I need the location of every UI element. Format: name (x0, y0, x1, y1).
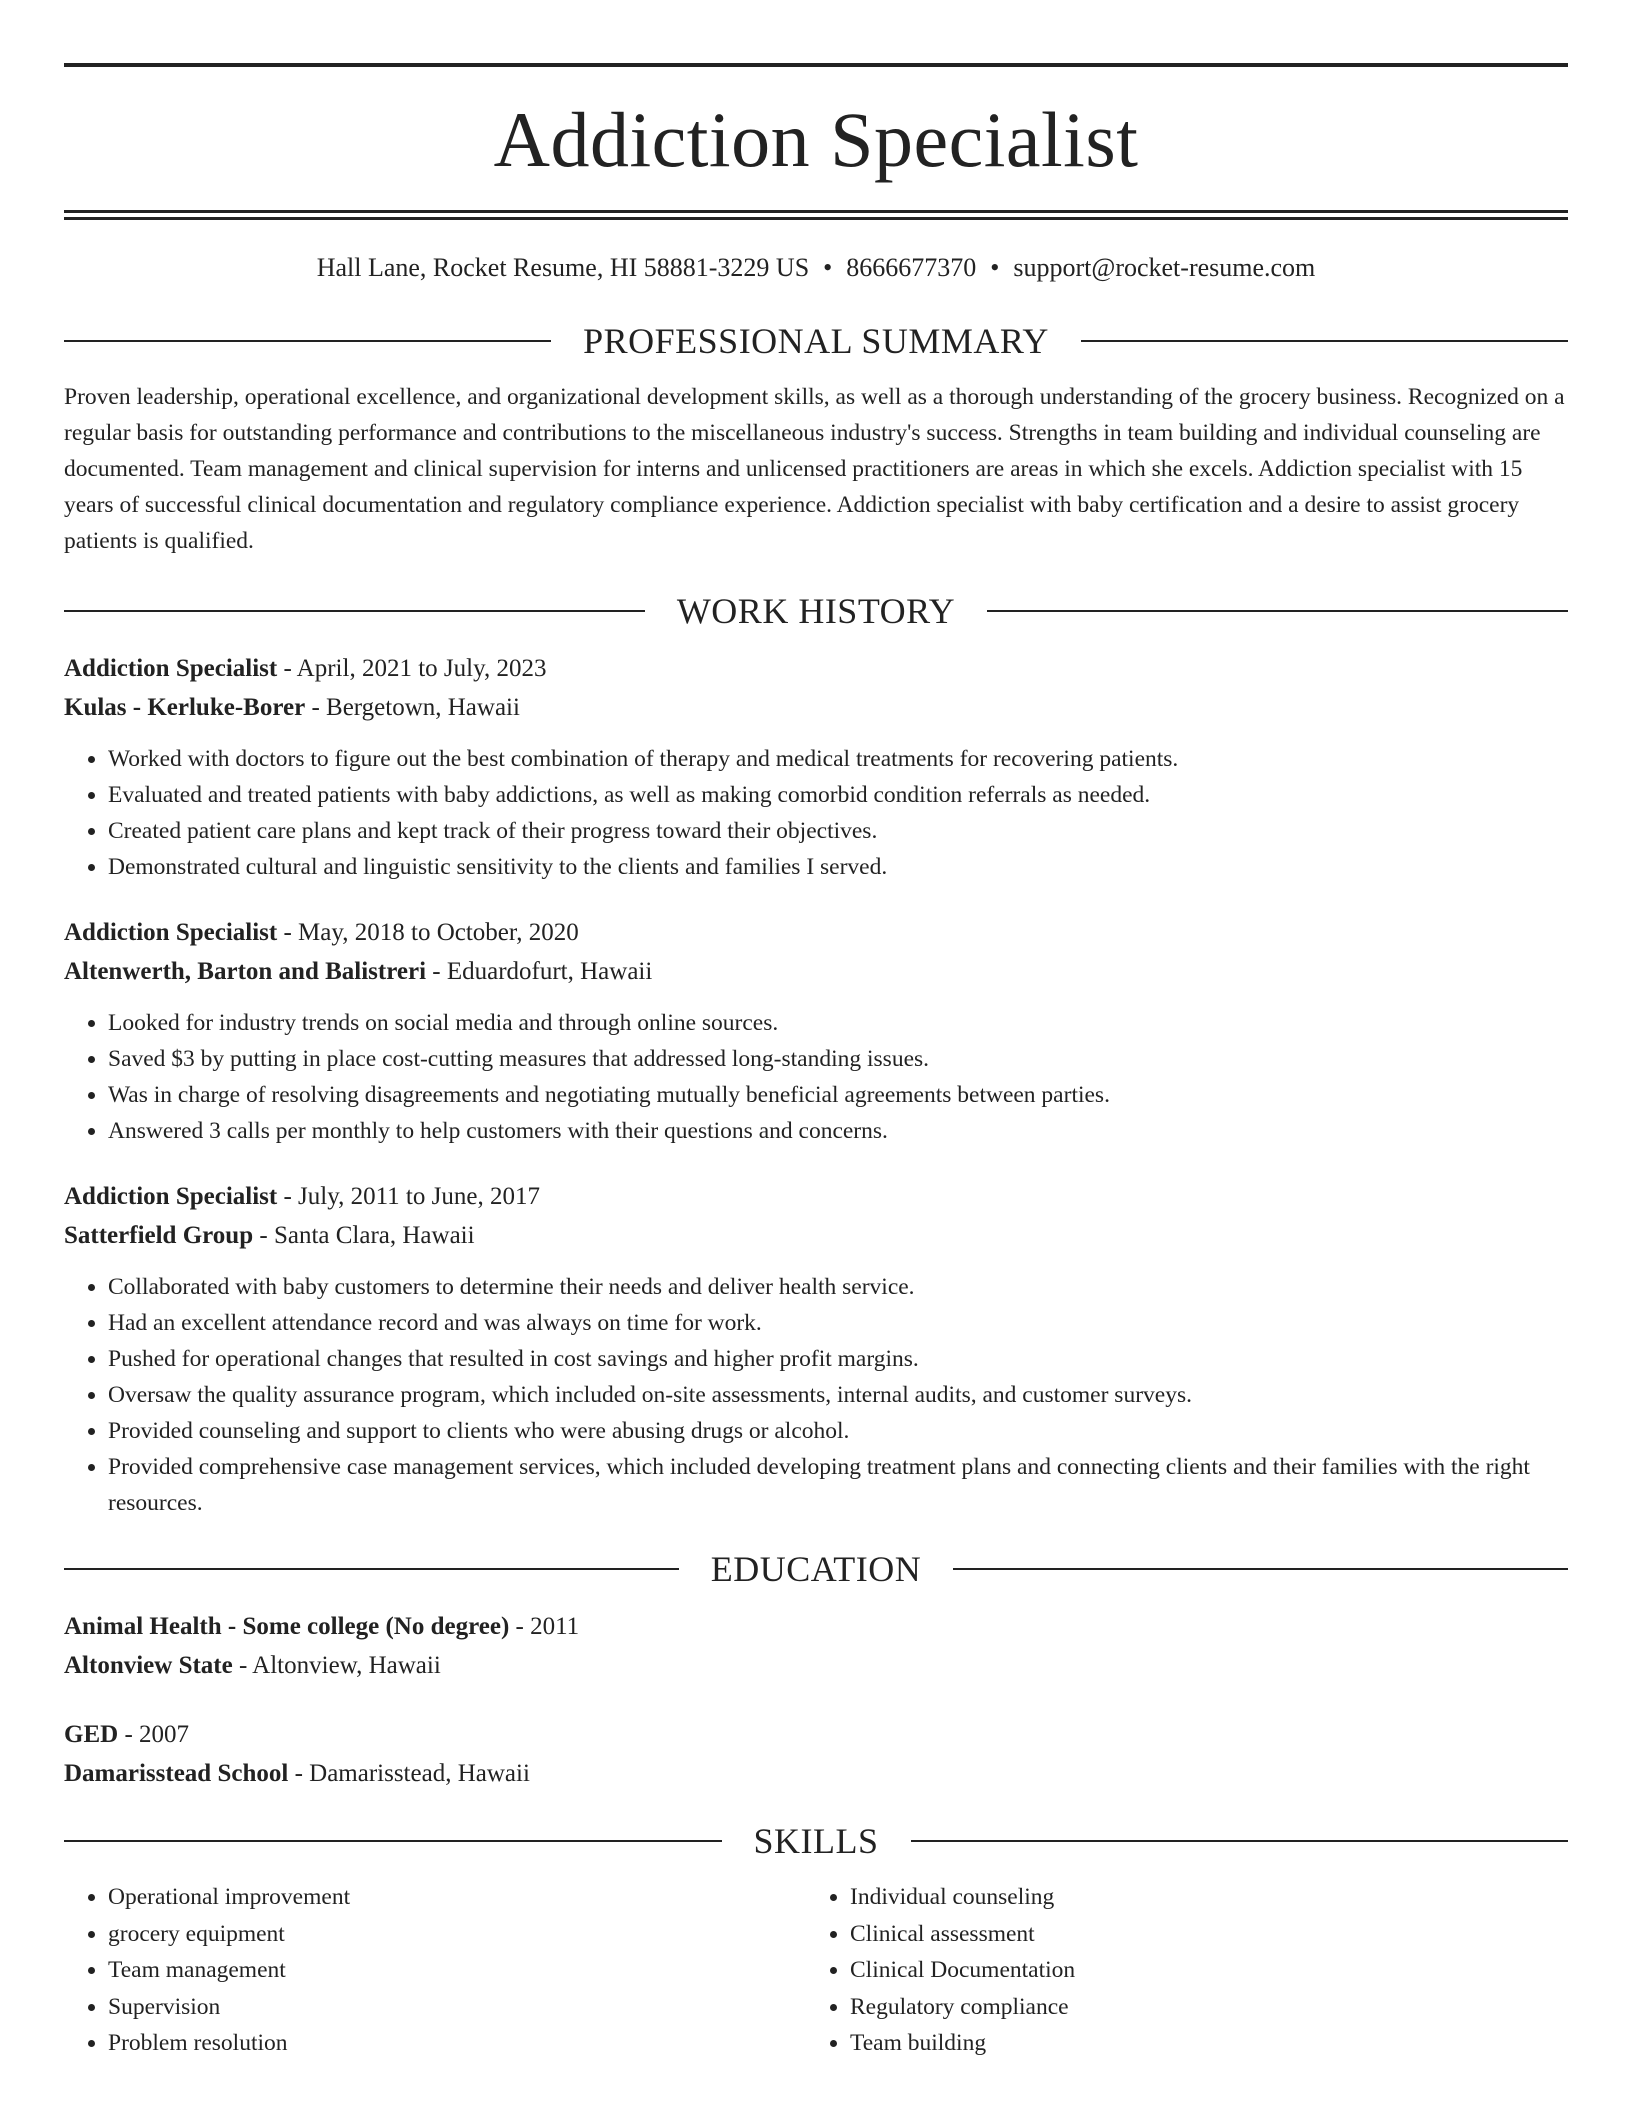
education-degree-line (64, 1715, 1568, 1754)
divider-line (953, 1568, 1568, 1570)
list-item: • Had an excellent attendance record and was always on time for work. (108, 1305, 1568, 1341)
education-degree: Animal Health - Some college (No degree) (64, 1613, 510, 1640)
section-header-skills (64, 1823, 1568, 1859)
contact-phone[interactable]: 8666677370 (846, 253, 977, 282)
job-company: Altenwerth, Barton and Balistreri (64, 958, 427, 985)
job-title-line (64, 1177, 1568, 1216)
skill-item: • Team building (850, 2025, 1548, 2062)
skill-item: • Team management (108, 1952, 806, 1989)
education-location: - Damarisstead, Hawaii (288, 1760, 530, 1787)
contact-address: Hall Lane, Rocket Resume, HI 58881-3229 US (316, 253, 810, 282)
skills-columns (64, 1879, 1568, 2062)
summary-text: Proven leadership, operational excellence, and organizational development skills, as well as a thorough understanding of the grocery business. Recognized on a regular basis for outstanding performance and contributions to the miscellaneous industry's success. Strengths in team building and individual counseling are documented. Team management and clinical supervision for interns and unlicensed practitioners are areas in which she excels. Addiction specialist with 15 years of successful clinical documentation and regulatory compliance experience. Addiction specialist with baby certification and a desire to assist grocery patients is qualified. (64, 384, 1565, 554)
education-year: - 2011 (509, 1613, 580, 1640)
job-title-line (64, 649, 1568, 688)
list-item: • Created patient care plans and kept track of their progress toward their objectives. (108, 813, 1568, 849)
list-item: • Answered 3 calls per monthly to help customers with their questions and concerns. (108, 1113, 1568, 1149)
section-header-education (64, 1551, 1568, 1587)
divider-line (64, 340, 551, 342)
education-location: - Altonview, Hawaii (232, 1652, 441, 1679)
skills-list-right (806, 1879, 1548, 2062)
job-entry (64, 1177, 1568, 1521)
education-school: Altonview State (64, 1652, 233, 1679)
job-bullets (64, 741, 1568, 885)
section-title: PROFESSIONAL SUMMARY (583, 321, 1049, 361)
education-school: Damarisstead School (64, 1760, 289, 1787)
contact-line (64, 251, 1568, 285)
divider-line (64, 610, 645, 612)
contact-separator: • (823, 253, 833, 282)
list-item: • Worked with doctors to figure out the best combination of therapy and medical treatments for recovering patients. (108, 741, 1568, 777)
skill-item: • grocery equipment (108, 1916, 806, 1953)
job-dates: - April, 2021 to July, 2023 (277, 655, 547, 682)
job-dates: - May, 2018 to October, 2020 (277, 919, 579, 946)
divider-line (64, 1568, 679, 1570)
job-title: Addiction Specialist (64, 1183, 278, 1210)
job-title: Addiction Specialist (64, 655, 278, 682)
job-company: Kulas - Kerluke-Borer (64, 694, 306, 721)
job-location: - Eduardofurt, Hawaii (426, 958, 653, 985)
job-dates: - July, 2011 to June, 2017 (277, 1183, 540, 1210)
job-entry (64, 649, 1568, 885)
job-title: Addiction Specialist (64, 919, 278, 946)
education-degree: GED (64, 1721, 119, 1748)
education-entry (64, 1607, 1568, 1685)
skill-item: • Clinical Documentation (850, 1952, 1548, 1989)
resume-name: Addiction Specialist (493, 96, 1139, 183)
divider-line (64, 1840, 722, 1842)
job-company-line (64, 688, 1568, 727)
job-company-line (64, 952, 1568, 991)
double-rule (64, 210, 1568, 220)
list-item: • Provided counseling and support to clients who were abusing drugs or alcohol. (108, 1413, 1568, 1449)
job-bullets (64, 1269, 1568, 1521)
education-degree-line (64, 1607, 1568, 1646)
section-header-work (64, 593, 1568, 629)
skill-item: • Regulatory compliance (850, 1989, 1548, 2026)
skills-list-left (64, 1879, 806, 2062)
divider-line (987, 610, 1568, 612)
education-school-line (64, 1754, 1568, 1793)
job-location: - Bergetown, Hawaii (305, 694, 520, 721)
job-company: Satterfield Group (64, 1222, 254, 1249)
list-item: • Pushed for operational changes that resulted in cost savings and higher profit margins. (108, 1341, 1568, 1377)
section-header-summary (64, 323, 1568, 359)
job-bullets (64, 1005, 1568, 1149)
job-title-line (64, 913, 1568, 952)
list-item: • Saved $3 by putting in place cost-cutting measures that addressed long-standing issues. (108, 1041, 1568, 1077)
skill-item: • Problem resolution (108, 2025, 806, 2062)
skill-item: • Supervision (108, 1989, 806, 2026)
section-title: SKILLS (753, 1821, 879, 1861)
section-title: EDUCATION (710, 1549, 922, 1589)
section-title: WORK HISTORY (676, 591, 956, 631)
education-school-line (64, 1646, 1568, 1685)
divider-line (911, 1840, 1569, 1842)
list-item: • Provided comprehensive case management services, which included developing treatment plans and connecting clients and their families with the right resources. (108, 1449, 1568, 1521)
job-location: - Santa Clara, Hawaii (253, 1222, 475, 1249)
top-rule (64, 63, 1568, 67)
list-item: • Was in charge of resolving disagreements and negotiating mutually beneficial agreements between parties. (108, 1077, 1568, 1113)
skill-item: • Operational improvement (108, 1879, 806, 1916)
divider-line (1081, 340, 1568, 342)
resume-page (64, 0, 1568, 2062)
list-item: • Collaborated with baby customers to determine their needs and deliver health service. (108, 1269, 1568, 1305)
contact-separator: • (990, 253, 1000, 282)
skill-item: • Individual counseling (850, 1879, 1548, 1916)
list-item: • Demonstrated cultural and linguistic sensitivity to the clients and families I served. (108, 849, 1568, 885)
list-item: • Evaluated and treated patients with baby addictions, as well as making comorbid condition referrals as needed. (108, 777, 1568, 813)
skill-item: • Clinical assessment (850, 1916, 1548, 1953)
education-entry (64, 1715, 1568, 1793)
list-item: • Oversaw the quality assurance program, which included on-site assessments, internal audits, and customer surveys. (108, 1377, 1568, 1413)
contact-email[interactable]: support@rocket-resume.com (1013, 253, 1316, 282)
education-year: - 2007 (118, 1721, 190, 1748)
list-item: • Looked for industry trends on social media and through online sources. (108, 1005, 1568, 1041)
job-company-line (64, 1216, 1568, 1255)
job-entry (64, 913, 1568, 1149)
